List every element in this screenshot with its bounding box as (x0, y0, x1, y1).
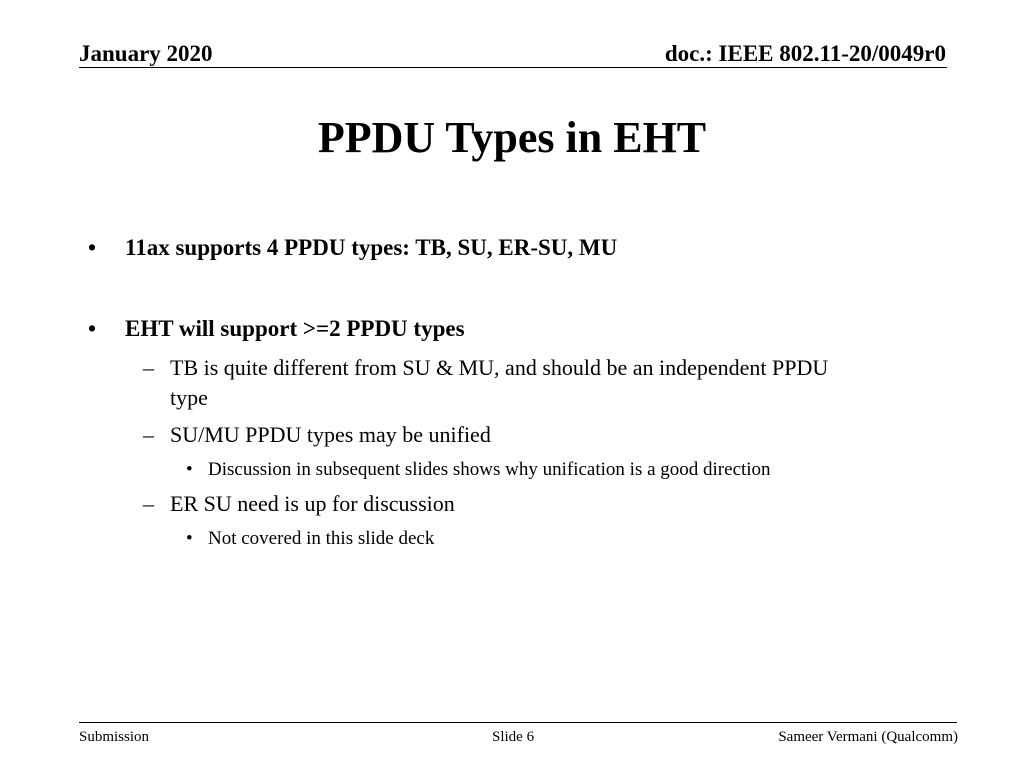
bullet-text-eht: EHT will support >=2 PPDU types (125, 316, 465, 341)
sub-sub-bullet-text-discussion: Discussion in subsequent slides shows why unification is a good direction (208, 459, 771, 480)
sub-bullet-text-tb-line1: TB is quite different from SU & MU, and should be an independent PPDU (170, 355, 829, 380)
header-date: January 2020 (79, 41, 213, 66)
sub-bullet-text-tb-line2: type (170, 385, 208, 410)
sub-sub-bullet-marker: • (186, 528, 193, 549)
sub-bullet-text-ersu: ER SU need is up for discussion (170, 491, 455, 516)
sub-bullet-marker: – (143, 355, 154, 380)
sub-bullet-text-sumu: SU/MU PPDU types may be unified (170, 422, 491, 447)
footer-submission: Submission (79, 729, 150, 745)
header-doc-id: doc.: IEEE 802.11-20/0049r0 (664, 41, 946, 66)
footer-author: Sameer Vermani (Qualcomm) (778, 729, 958, 745)
sub-bullet-marker: – (143, 422, 154, 447)
header-divider (79, 67, 947, 68)
bullet-marker: • (88, 316, 97, 341)
sub-sub-bullet-marker: • (186, 459, 193, 480)
footer-slide-number: Slide 6 (492, 729, 535, 745)
slide-title: PPDU Types in EHT (317, 113, 707, 162)
bullet-marker: • (88, 235, 97, 260)
sub-sub-bullet-text-not-covered: Not covered in this slide deck (208, 528, 435, 549)
footer-divider (79, 722, 957, 723)
sub-bullet-marker: – (143, 491, 154, 516)
bullet-text-11ax: 11ax supports 4 PPDU types: TB, SU, ER-SU, MU (125, 235, 618, 260)
